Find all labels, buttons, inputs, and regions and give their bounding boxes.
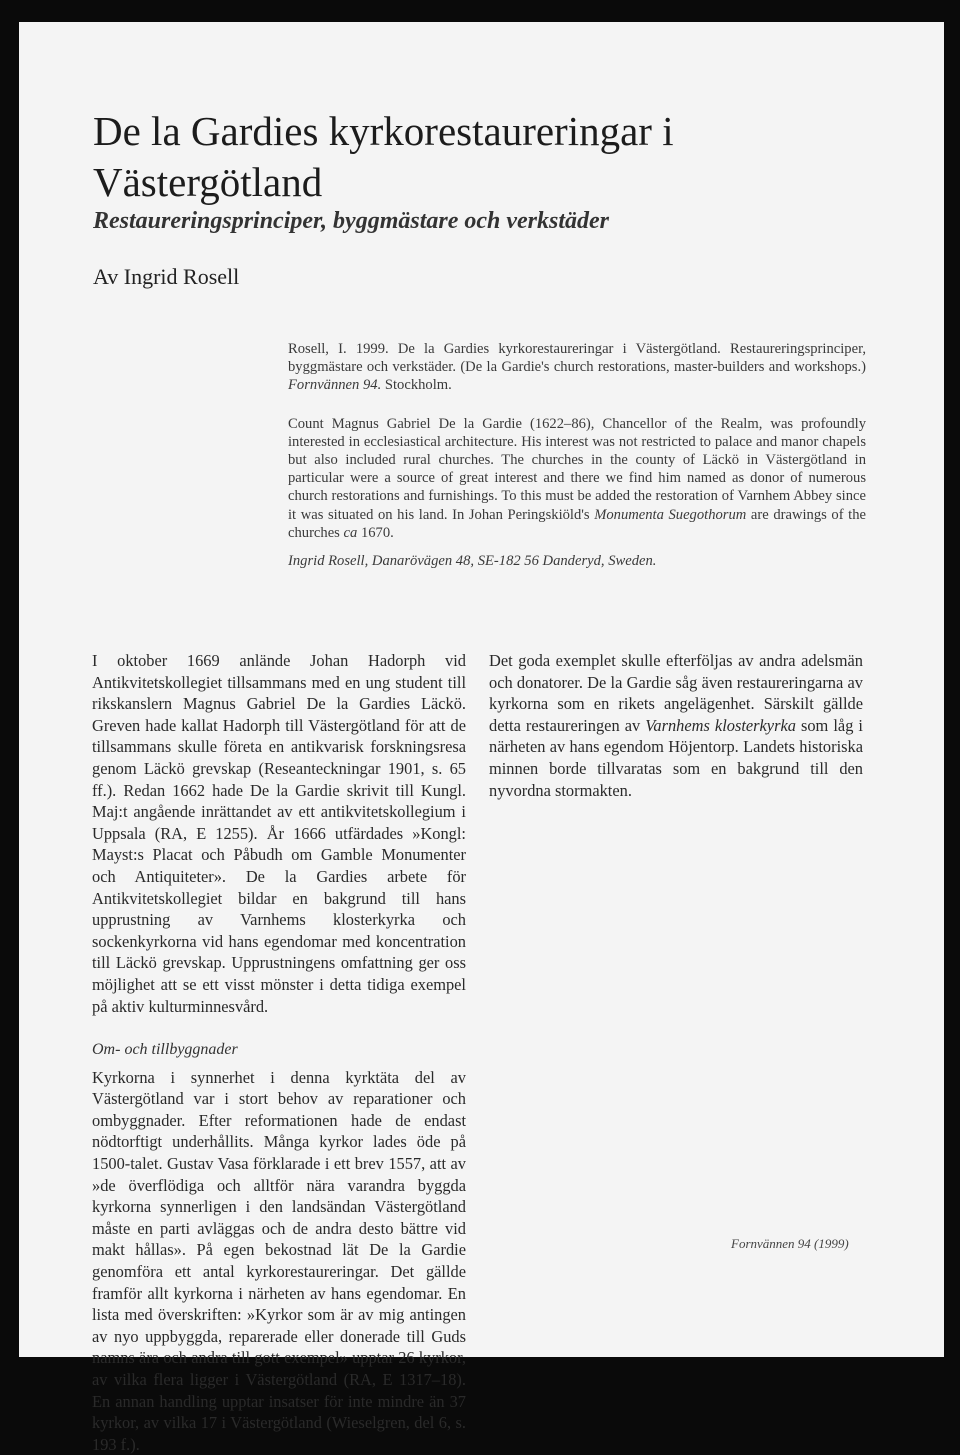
- body-paragraph: Det goda exemplet skulle efterföljas av andra adelsmän och donatorer. De la Gardie såg även restaureringarna av kyrkorna som en rikets angelägenhet. Särskilt gällde detta restaureringen av Varnhems klosterkyrka som låg i närheten av hans egendom Höjentorp. Landets historiska minnen borde tillvaratas som en bakgrund till den nyvordna stormakten.: [489, 651, 863, 800]
- body-paragraph: Kyrkorna i synnerhet i denna kyrktäta del av Västergötland var i stort behov av reparationer och ombyggnader. Efter reformationen hade de endast nödtorftigt underhållits. Många kyrkor lades öde på 1500-talet. Gustav Vasa förklarade i ett brev 1557, att av »de överflödiga och alltför nära varandra byggda kyrkorna synnerligen i den landsändan Västergötland måste en parti avläggas och de andra desto bättre vid makt hållas». På egen bekostnad lät De la Gardie genomföra ett antal kyrkorestaureringar. Det gällde framför allt kyrkorna i närheten av hans egendomar. En lista med överskriften: »Kyrkor som är av mig antingen av nyo uppbyggda, reparerade eller donerade till Guds namns ära och andra till gott exempel» upptar 26 kyrkor, av vilka flera ligger i Västergötland (RA, E 1317–18). En annan handling upptar insatser för inte mindre än 37 kyrkor, av vilka 17 i Västergötland (Wieselgren, del 6, s. 193 f.).: [92, 1067, 466, 1454]
- article-subtitle: Restaureringsprinciper, byggmästare och verkstäder: [93, 208, 610, 234]
- abstract: [288, 340, 866, 579]
- section-heading: Om- och tillbyggnader: [92, 1041, 238, 1059]
- citation-reference: Rosell, I. 1999. De la Gardies kyrkorestaureringar i Västergötland. Restaureringsprinciper, byggmästare och verkstäder. (De la Gardie's church restorations, master-builders and workshops.) Fornvännen 94. Stockholm.: [288, 341, 866, 394]
- body-column-left: [92, 650, 466, 1455]
- body-column-right: [489, 650, 863, 801]
- article-author: Av Ingrid Rosell: [93, 264, 240, 289]
- body-paragraph: I oktober 1669 anlände Johan Hadorph vid Antikvitetskollegiet tillsammans med en ung student till rikskanslern Magnus Gabriel De la Gardies Läckö. Greven hade kallat Hadorph till Västergötland för att de tillsammans skulle företa en antikvarisk forskningsresa genom Läckö grevskap (Reseanteckningar 1901, s. 65 ff.). Redan 1662 hade De la Gardie skrivit till Kungl. Maj:t angående inrättandet av ett antikvitetskollegium i Uppsala (RA, E 1255). År 1666 utfärdades »Kongl: Mayst:s Placat och Påbudh om Gamble Monumenter och Antiquiteter». De la Gardies arbete för Antikvitetskollegiet bildar en bakgrund till hans upprustning av Varnhems klosterkyrka och sockenkyrkorna vid hans egendomar med koncentration till Läckö grevskap. Upprustningens omfattning ger oss möjlighet att se ett visst mönster i detta tidiga exempel på aktiv kulturminnesvård.: [92, 651, 466, 1016]
- english-summary: Count Magnus Gabriel De la Gardie (1622–86), Chancellor of the Realm, was profoundly interested in ecclesiastical architecture. His interest was not restricted to palace and manor chapels but also included rural churches. The churches in the county of Läckö in Västergötland in particular were a source of great interest and there we find him named as donor of numerous church restorations and furnishings. To this must be added the restoration of Varnhem Abbey since it was situated on his land. In Johan Peringskiöld's Monumenta Suegothorum are drawings of the churches ca 1670.: [288, 415, 866, 541]
- page-footer: Fornvännen 94 (1999): [731, 1236, 849, 1251]
- article-title: De la Gardies kyrkorestaureringar i Västergötland: [93, 108, 674, 205]
- author-address: Ingrid Rosell, Danarövägen 48, SE-182 56 Danderyd, Sweden.: [288, 553, 657, 570]
- journal-page: [19, 22, 944, 1454]
